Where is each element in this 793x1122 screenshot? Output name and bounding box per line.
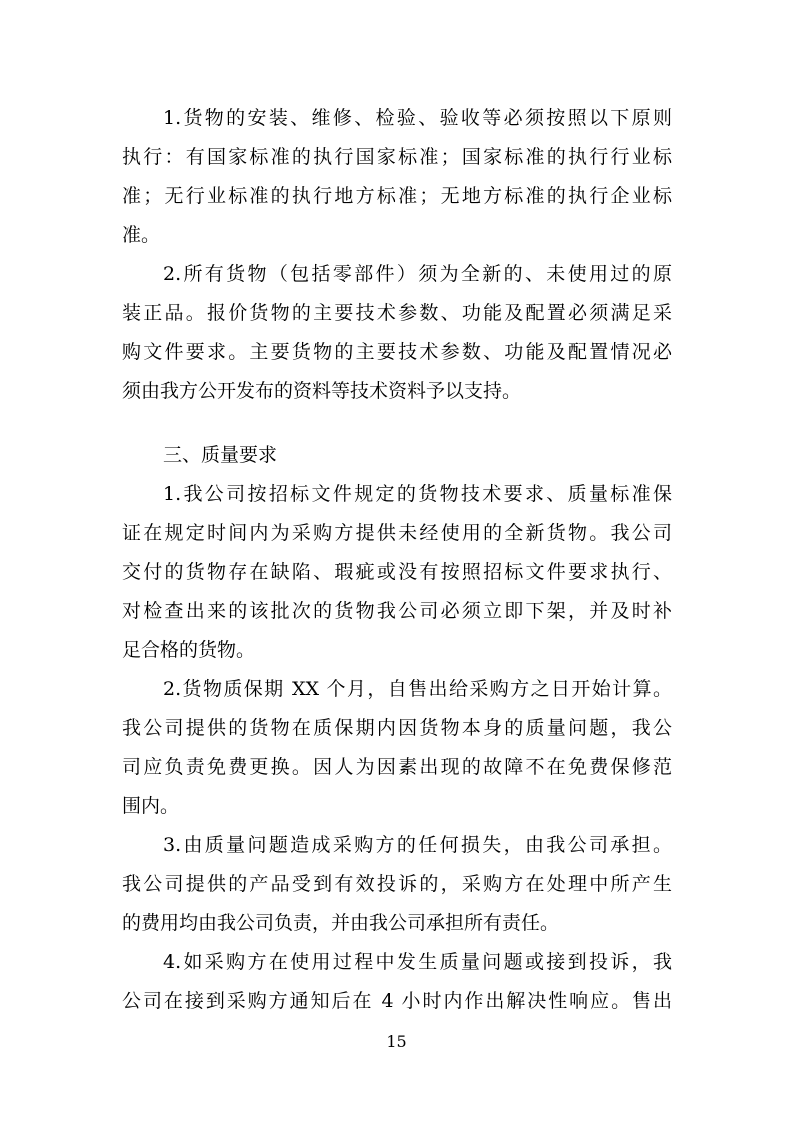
- text-line: 购文件要求。主要货物的主要技术参数、功能及配置情况必: [122, 341, 672, 363]
- text-line: 围内。: [122, 795, 180, 817]
- text-line: 2.所有货物（包括零部件）须为全新的、未使用过的原: [163, 263, 672, 285]
- text-line: 我公司提供的产品受到有效投诉的，采购方在处理中所产生: [122, 873, 672, 895]
- text-line: 司应负责免费更换。因人为因素出现的故障不在免费保修范: [122, 756, 672, 778]
- text-line: 执行：有国家标准的执行国家标准；国家标准的执行行业标: [122, 146, 672, 168]
- text-line: 我公司提供的货物在质保期内因货物本身的质量问题，我公: [122, 717, 672, 739]
- text-line: 2.货物质保期 XX 个月，自售出给采购方之日开始计算。: [163, 678, 672, 700]
- text-line: 的费用均由我公司负责，并由我公司承担所有责任。: [122, 912, 560, 934]
- section-heading: 三、质量要求: [163, 444, 278, 466]
- text-line: 准。: [122, 224, 161, 246]
- text-line: 1.我公司按招标文件规定的货物技术要求、质量标准保: [163, 483, 672, 505]
- text-line: 须由我方公开发布的资料等技术资料予以支持。: [122, 380, 522, 402]
- text-line: 交付的货物存在缺陷、瑕疵或没有按照招标文件要求执行、: [122, 561, 672, 583]
- text-line: 装正品。报价货物的主要技术参数、功能及配置必须满足采: [122, 302, 672, 324]
- text-line: 1.货物的安装、维修、检验、验收等必须按照以下原则: [163, 107, 672, 129]
- text-line: 3.由质量问题造成采购方的任何损失，由我公司承担。: [163, 834, 672, 856]
- text-line: 公司在接到采购方通知后在 4 小时内作出解决性响应。售出: [122, 990, 672, 1012]
- text-line: 证在规定时间内为采购方提供未经使用的全新货物。我公司: [122, 522, 672, 544]
- text-line: 足合格的货物。: [122, 639, 256, 661]
- text-line: 准；无行业标准的执行地方标准；无地方标准的执行企业标: [122, 185, 672, 207]
- text-line: 对检查出来的该批次的货物我公司必须立即下架，并及时补: [122, 600, 672, 622]
- page-number: 15: [386, 1032, 407, 1051]
- text-line: 4.如采购方在使用过程中发生质量问题或接到投诉，我: [163, 951, 672, 973]
